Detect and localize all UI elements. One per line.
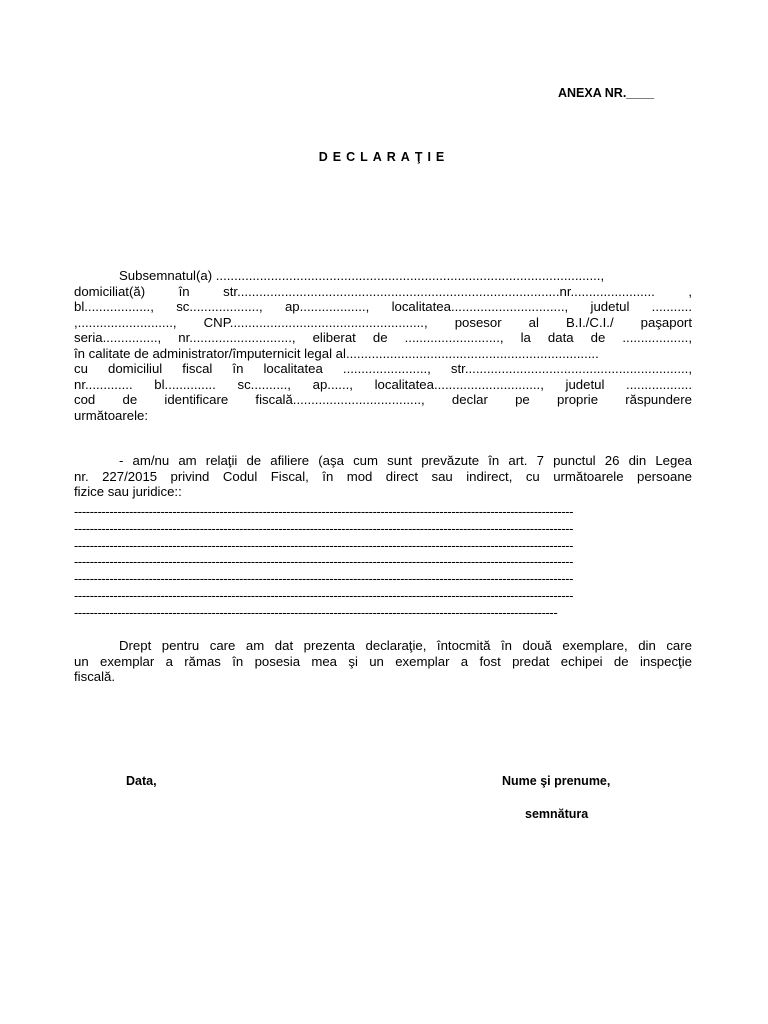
text-line: Subsemnatul(a) ........................................................................................................., xyxy=(119,268,605,283)
dash-line: ------------------------------------------------------------------------------------------------------------------------------- xyxy=(74,520,573,536)
dash-line: ------------------------------------------------------------------------------------------------------------------------------- xyxy=(74,554,573,570)
text-line: ,.........................., CNP....................................................., posesor al B.I./C.I./ paşaport xyxy=(74,314,692,330)
text-line: fiscală. xyxy=(74,669,116,684)
dash-line: ------------------------------------------------------------------------------------------------------------------------------- xyxy=(74,537,573,553)
text-line: nr............. bl.............. sc.........., ap......, localitatea............................., judetul .................. xyxy=(74,376,692,392)
text-line: următoarele: xyxy=(74,407,149,423)
text-line: fizice sau juridice:: xyxy=(74,484,182,499)
text-line: Drept pentru care am dat prezenta declaraţie, întocmită în două exemplare, din care xyxy=(119,638,692,653)
declarant-details-paragraph xyxy=(74,268,692,423)
document-title: DECLARAŢIE xyxy=(318,150,450,164)
text-line: un exemplar a rămas în posesia mea şi un exemplar a fost predat echipei de inspecţie xyxy=(74,653,692,669)
text-line: - am/nu am relaţii de afiliere (aşa cum sunt prevăzute în art. 7 punctul 26 din Legea xyxy=(119,453,692,468)
name-label: Nume şi prenume, xyxy=(502,774,611,788)
text-line: nr. 227/2015 privind Codul Fiscal, în mod direct sau indirect, cu următoarele persoane xyxy=(74,468,692,484)
dash-line: ------------------------------------------------------------------------------------------------------------------------------- xyxy=(74,504,573,519)
dash-line: --------------------------------------------------------------------------------------------------------------------------- xyxy=(74,604,558,620)
affiliation-paragraph xyxy=(74,453,692,500)
text-line: domiciliat(ă) în str........................................................................................nr....................... , xyxy=(74,283,692,299)
closing-paragraph xyxy=(74,638,692,685)
annex-number: ANEXA NR.____ xyxy=(558,86,655,100)
date-label: Data, xyxy=(126,774,157,788)
dash-line: ------------------------------------------------------------------------------------------------------------------------------- xyxy=(74,587,573,603)
text-line: în calitate de administrator/împuternicit legal al..................................................................... xyxy=(74,345,599,361)
dash-line: ------------------------------------------------------------------------------------------------------------------------------- xyxy=(74,571,573,587)
text-line: seria..............., nr............................, eliberat de .........................., la data de .................., xyxy=(74,330,692,345)
text-line: cu domiciliul fiscal în localitatea ......................., str............................................................., xyxy=(74,361,692,376)
text-line: cod de identificare fiscală..................................., declar pe proprie răspundere xyxy=(74,392,692,407)
text-line: bl.................., sc..................., ap.................., localitatea..............................., judetul ........... xyxy=(74,299,692,314)
affiliated-persons-lines xyxy=(74,504,692,622)
signature-label: semnătura xyxy=(525,807,589,821)
